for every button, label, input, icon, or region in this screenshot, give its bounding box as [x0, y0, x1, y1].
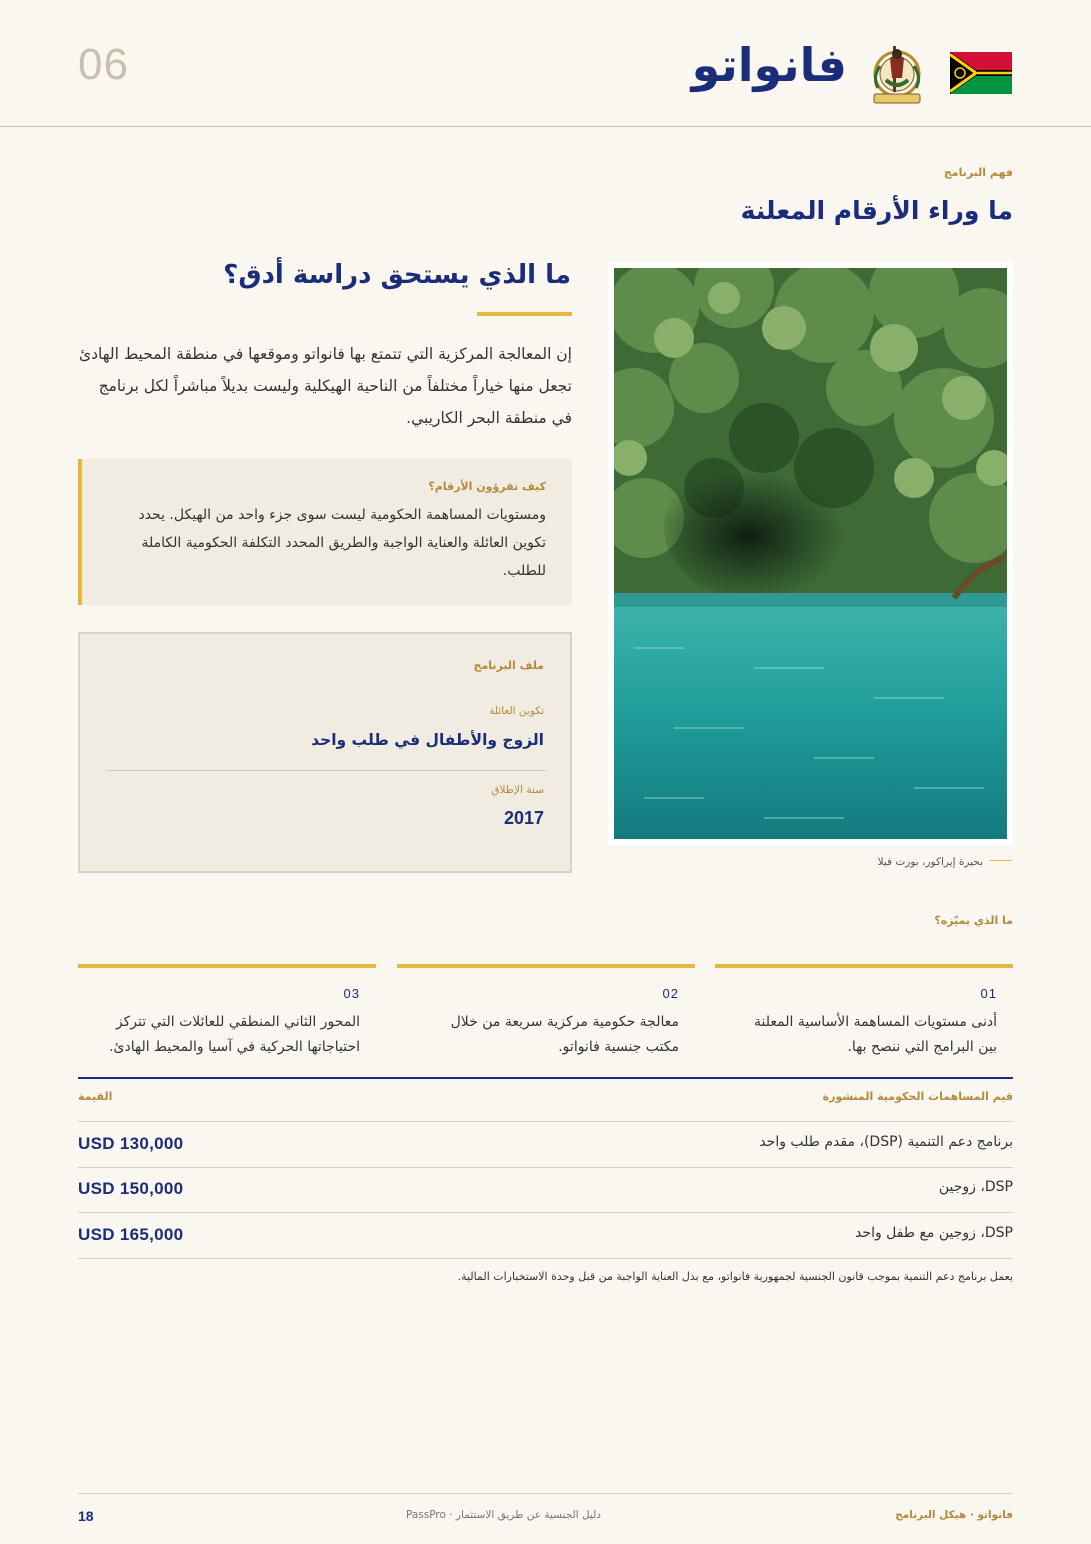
- row-value: USD 150,000: [78, 1179, 184, 1198]
- section-title: ما وراء الأرقام المعلنة: [740, 196, 1013, 225]
- row-label: برنامج دعم التنمية (DSP)، مقدم طلب واحد: [759, 1134, 1013, 1150]
- distinguishes-label: ما الذي يميّزه؟: [934, 914, 1013, 927]
- program-profile-card: [78, 632, 572, 873]
- lake-photo-frame: [608, 262, 1013, 845]
- table-footnote: يعمل برنامج دعم التنمية بموجب قانون الجنسية لجمهورية فانواتو، مع بذل العناية الواجبة من قبل وحدة الاستخبارات المالية.: [457, 1270, 1013, 1283]
- caption-rule: [990, 860, 1012, 861]
- feature-number: 03: [343, 986, 360, 1001]
- row-value: USD 130,000: [78, 1134, 184, 1153]
- country-title: فانواتو: [691, 38, 847, 92]
- row-value: USD 165,000: [78, 1225, 184, 1244]
- feature-text: معالجة حكومية مركزية سريعة من خلال مكتب جنسية فانواتو.: [450, 1014, 679, 1055]
- section-kicker: فهم البرنامج: [943, 166, 1013, 179]
- vanuatu-flag-icon: [950, 52, 1012, 94]
- reading-note-box: [78, 459, 572, 605]
- footer-publication: PassPro · دليل الجنسية عن طريق الاستثمار: [406, 1509, 601, 1521]
- lake-photo: [614, 268, 1007, 839]
- feature-number: 01: [980, 986, 997, 1001]
- launch-year-value: 2017: [503, 808, 544, 828]
- intro-heading: ما الذي يستحق دراسة أدق؟: [223, 260, 571, 290]
- chapter-number: 06: [78, 40, 129, 89]
- table-row: [78, 1213, 1013, 1259]
- profile-label: ملف البرنامج: [473, 659, 544, 672]
- feature-text: المحور الثاني المنطقي للعائلات التي تتركز احتياجاتها الحركية في آسيا والمحيط الهادئ.: [109, 1014, 360, 1055]
- header-divider: [0, 126, 1091, 127]
- feature-number: 02: [662, 986, 679, 1001]
- table-row: [78, 1121, 1013, 1168]
- intro-paragraph: إن المعالجة المركزية التي تتمتع بها فانواتو وموقعها في منطقة المحيط الهادئ تجعل منها خياراً مختلفاً من الناحية الهيكلية وليست بديلاً مباشراً لكل برنامج في منطقة البحر الكاريبي.: [78, 345, 572, 427]
- footer-divider: [78, 1493, 1013, 1494]
- table-header-label: قيم المساهمات الحكومية المنشورة: [822, 1090, 1013, 1103]
- feature-text: أدنى مستويات المساهمة الأساسية المعلنة بين البرامج التي ننصح بها.: [754, 1014, 997, 1055]
- heading-accent-rule: [477, 312, 572, 316]
- feature-item: [78, 964, 376, 1064]
- table-top-rule: [78, 1077, 1013, 1079]
- launch-year-label: سنة الإطلاق: [491, 784, 544, 796]
- coat-of-arms-icon: [864, 36, 930, 110]
- row-label: DSP، زوجين مع طفل واحد: [855, 1225, 1013, 1241]
- table-row: [78, 1167, 1013, 1213]
- photo-caption: بحيرة إيراكور، بورت فيلا: [877, 856, 983, 868]
- row-label: DSP، زوجين: [938, 1179, 1013, 1195]
- profile-divider: [106, 770, 546, 771]
- footer-page-number: 18: [78, 1508, 94, 1524]
- family-composition-value: الزوج والأطفال في طلب واحد: [311, 731, 544, 749]
- feature-item: [397, 964, 695, 1064]
- family-composition-label: تكوين العائلة: [489, 705, 544, 717]
- table-header-value: القيمة: [78, 1090, 113, 1103]
- note-text: ومستويات المساهمة الحكومية ليست سوى جزء واحد من الهيكل. يحدد تكوين العائلة والعناية الواجبة والطريق المحدد التكلفة الحكومية الكاملة للطلب.: [138, 507, 546, 579]
- note-label: كيف تقرؤون الأرقام؟: [428, 480, 546, 493]
- feature-item: [715, 964, 1013, 1064]
- footer-section: فانواتو · هيكل البرنامج: [895, 1509, 1013, 1521]
